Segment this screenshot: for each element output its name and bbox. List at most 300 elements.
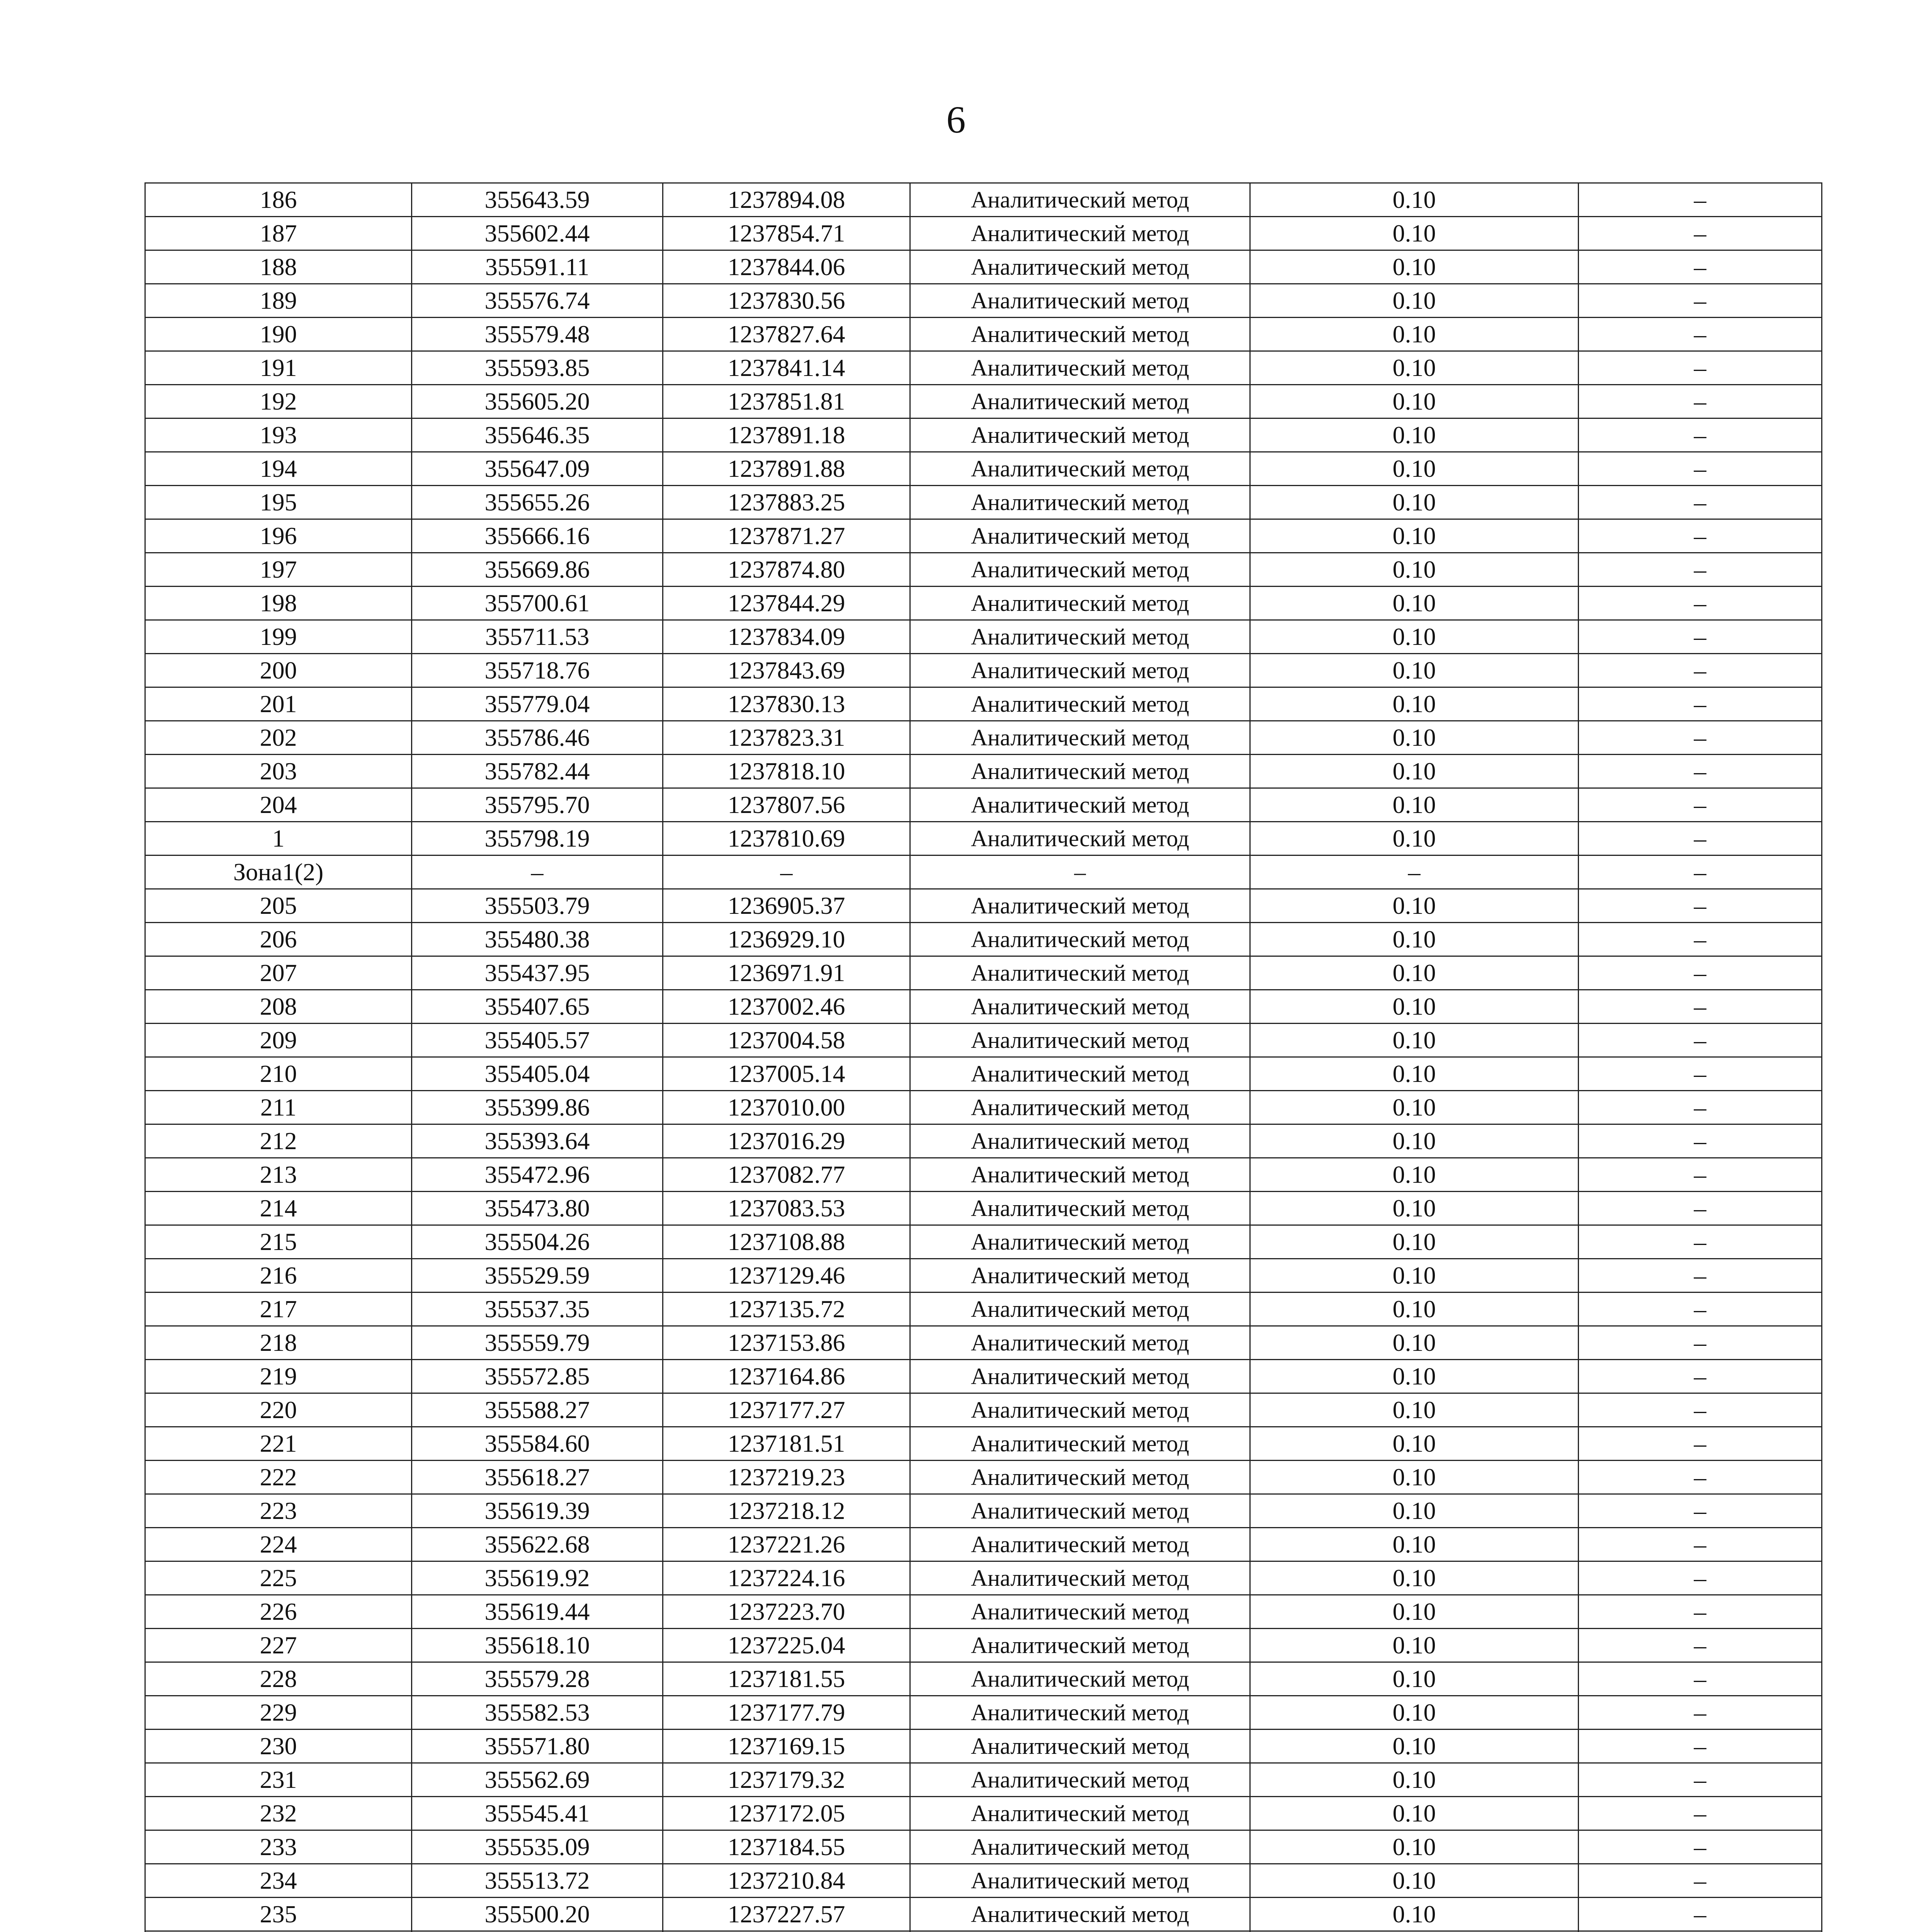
point-number-cell: 222 — [145, 1461, 412, 1494]
point-number-cell: 219 — [145, 1360, 412, 1393]
method-cell: Аналитический метод — [910, 1293, 1250, 1326]
accuracy-cell: 0.10 — [1250, 755, 1579, 788]
description-cell: – — [1579, 1561, 1822, 1595]
accuracy-cell: 0.10 — [1250, 1024, 1579, 1057]
method-cell: Аналитический метод — [910, 1158, 1250, 1192]
accuracy-cell: 0.10 — [1250, 1259, 1579, 1293]
description-cell: – — [1579, 755, 1822, 788]
table-row — [145, 923, 1822, 956]
y-coordinate-cell: 1237823.31 — [663, 721, 910, 755]
accuracy-cell: 0.10 — [1250, 923, 1579, 956]
y-coordinate-cell: 1237891.88 — [663, 452, 910, 486]
description-cell: – — [1579, 1494, 1822, 1528]
table-row — [145, 418, 1822, 452]
method-cell: Аналитический метод — [910, 587, 1250, 620]
table-row — [145, 385, 1822, 418]
method-cell: Аналитический метод — [910, 1629, 1250, 1662]
x-coordinate-cell: 355602.44 — [412, 217, 663, 250]
x-coordinate-cell: 355655.26 — [412, 486, 663, 519]
point-number-cell: 201 — [145, 687, 412, 721]
table-row — [145, 1830, 1822, 1864]
description-cell: – — [1579, 1595, 1822, 1629]
accuracy-cell: 0.10 — [1250, 654, 1579, 687]
table-row — [145, 1461, 1822, 1494]
y-coordinate-cell: 1236905.37 — [663, 889, 910, 923]
x-coordinate-cell: 355646.35 — [412, 418, 663, 452]
table-row — [145, 486, 1822, 519]
y-coordinate-cell: 1237172.05 — [663, 1797, 910, 1830]
page-number: 6 — [946, 98, 966, 141]
y-coordinate-cell: 1237844.06 — [663, 250, 910, 284]
point-number-cell: 223 — [145, 1494, 412, 1528]
method-cell: Аналитический метод — [910, 1494, 1250, 1528]
table-row — [145, 990, 1822, 1024]
table-row — [145, 1864, 1822, 1898]
y-coordinate-cell: 1237005.14 — [663, 1057, 910, 1091]
method-cell: Аналитический метод — [910, 889, 1250, 923]
method-cell: Аналитический метод — [910, 1225, 1250, 1259]
y-coordinate-cell: 1237210.84 — [663, 1864, 910, 1898]
method-cell: Аналитический метод — [910, 1830, 1250, 1864]
accuracy-cell: 0.10 — [1250, 587, 1579, 620]
method-cell: Аналитический метод — [910, 1561, 1250, 1595]
x-coordinate-cell: 355593.85 — [412, 351, 663, 385]
point-number-cell: 234 — [145, 1864, 412, 1898]
table-row — [145, 284, 1822, 318]
point-number-cell: 221 — [145, 1427, 412, 1461]
point-number-cell: 197 — [145, 553, 412, 587]
description-cell: – — [1579, 1696, 1822, 1730]
point-number-cell: 217 — [145, 1293, 412, 1326]
y-coordinate-cell: 1237830.13 — [663, 687, 910, 721]
y-coordinate-cell: 1237871.27 — [663, 519, 910, 553]
table-row — [145, 755, 1822, 788]
point-number-cell: 231 — [145, 1763, 412, 1797]
table-row — [145, 250, 1822, 284]
method-cell: Аналитический метод — [910, 620, 1250, 654]
method-cell: Аналитический метод — [910, 1124, 1250, 1158]
accuracy-cell: 0.10 — [1250, 1830, 1579, 1864]
accuracy-cell: 0.10 — [1250, 1528, 1579, 1561]
y-coordinate-cell: 1237851.81 — [663, 385, 910, 418]
description-cell: – — [1579, 1830, 1822, 1864]
point-number-cell: 195 — [145, 486, 412, 519]
description-cell: – — [1579, 1864, 1822, 1898]
method-cell: Аналитический метод — [910, 1797, 1250, 1830]
accuracy-cell: 0.10 — [1250, 519, 1579, 553]
x-coordinate-cell: 355562.69 — [412, 1763, 663, 1797]
point-number-cell: 232 — [145, 1797, 412, 1830]
description-cell: – — [1579, 418, 1822, 452]
y-coordinate-cell: 1237083.53 — [663, 1192, 910, 1225]
x-coordinate-cell: 355473.80 — [412, 1192, 663, 1225]
x-coordinate-cell: 355579.28 — [412, 1662, 663, 1696]
x-coordinate-cell: 355582.53 — [412, 1696, 663, 1730]
y-coordinate-cell: 1237179.32 — [663, 1763, 910, 1797]
method-cell: Аналитический метод — [910, 250, 1250, 284]
method-cell: Аналитический метод — [910, 788, 1250, 822]
description-cell: – — [1579, 1629, 1822, 1662]
method-cell: Аналитический метод — [910, 721, 1250, 755]
table-row — [145, 1326, 1822, 1360]
x-coordinate-cell: 355393.64 — [412, 1124, 663, 1158]
table-row — [145, 587, 1822, 620]
x-coordinate-cell: 355779.04 — [412, 687, 663, 721]
x-coordinate-cell: 355666.16 — [412, 519, 663, 553]
point-number-cell: 215 — [145, 1225, 412, 1259]
table-row — [145, 1797, 1822, 1830]
point-number-cell: 213 — [145, 1158, 412, 1192]
accuracy-cell: 0.10 — [1250, 385, 1579, 418]
point-number-cell: 193 — [145, 418, 412, 452]
point-number-cell: 188 — [145, 250, 412, 284]
x-coordinate-cell: 355619.92 — [412, 1561, 663, 1595]
accuracy-cell: 0.10 — [1250, 318, 1579, 351]
accuracy-cell: – — [1250, 855, 1579, 889]
description-cell: – — [1579, 1259, 1822, 1293]
table-row — [145, 1427, 1822, 1461]
method-cell: Аналитический метод — [910, 755, 1250, 788]
accuracy-cell: 0.10 — [1250, 217, 1579, 250]
accuracy-cell: 0.10 — [1250, 822, 1579, 855]
table-row — [145, 1898, 1822, 1931]
point-number-cell: 212 — [145, 1124, 412, 1158]
table-row — [145, 721, 1822, 755]
table-row — [145, 1124, 1822, 1158]
x-coordinate-cell: 355782.44 — [412, 755, 663, 788]
point-number-cell: 209 — [145, 1024, 412, 1057]
point-number-cell: 230 — [145, 1730, 412, 1763]
y-coordinate-cell: 1237181.55 — [663, 1662, 910, 1696]
x-coordinate-cell: 355622.68 — [412, 1528, 663, 1561]
method-cell: Аналитический метод — [910, 284, 1250, 318]
description-cell: – — [1579, 889, 1822, 923]
accuracy-cell: 0.10 — [1250, 1225, 1579, 1259]
accuracy-cell: 0.10 — [1250, 1326, 1579, 1360]
table-row — [145, 217, 1822, 250]
table-row — [145, 1629, 1822, 1662]
point-number-cell: 208 — [145, 990, 412, 1024]
description-cell: – — [1579, 1898, 1822, 1931]
accuracy-cell: 0.10 — [1250, 1393, 1579, 1427]
accuracy-cell: 0.10 — [1250, 284, 1579, 318]
description-cell: – — [1579, 855, 1822, 889]
table-row — [145, 1696, 1822, 1730]
y-coordinate-cell: 1237883.25 — [663, 486, 910, 519]
description-cell: – — [1579, 486, 1822, 519]
description-cell: – — [1579, 250, 1822, 284]
description-cell: – — [1579, 1427, 1822, 1461]
accuracy-cell: 0.10 — [1250, 452, 1579, 486]
method-cell: Аналитический метод — [910, 990, 1250, 1024]
y-coordinate-cell: 1236929.10 — [663, 923, 910, 956]
x-coordinate-cell: 355529.59 — [412, 1259, 663, 1293]
description-cell: – — [1579, 1730, 1822, 1763]
method-cell: Аналитический метод — [910, 1360, 1250, 1393]
point-number-cell: 216 — [145, 1259, 412, 1293]
description-cell: – — [1579, 620, 1822, 654]
description-cell: – — [1579, 1192, 1822, 1225]
table-row — [145, 855, 1822, 889]
method-cell: Аналитический метод — [910, 519, 1250, 553]
x-coordinate-cell: 355559.79 — [412, 1326, 663, 1360]
y-coordinate-cell: 1237135.72 — [663, 1293, 910, 1326]
point-number-cell: 187 — [145, 217, 412, 250]
description-cell: – — [1579, 1662, 1822, 1696]
table-row — [145, 1225, 1822, 1259]
table-row — [145, 620, 1822, 654]
method-cell: Аналитический метод — [910, 1393, 1250, 1427]
y-coordinate-cell: 1237891.18 — [663, 418, 910, 452]
point-number-cell: 199 — [145, 620, 412, 654]
point-number-cell: 186 — [145, 183, 412, 217]
y-coordinate-cell: 1237016.29 — [663, 1124, 910, 1158]
description-cell: – — [1579, 721, 1822, 755]
accuracy-cell: 0.10 — [1250, 1124, 1579, 1158]
y-coordinate-cell: 1237223.70 — [663, 1595, 910, 1629]
y-coordinate-cell: 1237169.15 — [663, 1730, 910, 1763]
x-coordinate-cell: 355576.74 — [412, 284, 663, 318]
accuracy-cell: 0.10 — [1250, 1091, 1579, 1124]
accuracy-cell: 0.10 — [1250, 687, 1579, 721]
x-coordinate-cell: 355618.10 — [412, 1629, 663, 1662]
description-cell: – — [1579, 1225, 1822, 1259]
x-coordinate-cell: 355437.95 — [412, 956, 663, 990]
y-coordinate-cell: 1237843.69 — [663, 654, 910, 687]
x-coordinate-cell: 355579.48 — [412, 318, 663, 351]
description-cell: – — [1579, 217, 1822, 250]
y-coordinate-cell: 1237219.23 — [663, 1461, 910, 1494]
table-row — [145, 1393, 1822, 1427]
description-cell: – — [1579, 1057, 1822, 1091]
point-number-cell: 194 — [145, 452, 412, 486]
table-row — [145, 1091, 1822, 1124]
point-number-cell: 235 — [145, 1898, 412, 1931]
table-row — [145, 956, 1822, 990]
table-row — [145, 822, 1822, 855]
description-cell: – — [1579, 1326, 1822, 1360]
point-number-cell: Зона1(2) — [145, 855, 412, 889]
method-cell: Аналитический метод — [910, 1091, 1250, 1124]
y-coordinate-cell: 1237218.12 — [663, 1494, 910, 1528]
accuracy-cell: 0.10 — [1250, 990, 1579, 1024]
x-coordinate-cell: 355619.44 — [412, 1595, 663, 1629]
y-coordinate-cell: 1237224.16 — [663, 1561, 910, 1595]
x-coordinate-cell: 355795.70 — [412, 788, 663, 822]
method-cell: Аналитический метод — [910, 1024, 1250, 1057]
method-cell: Аналитический метод — [910, 1595, 1250, 1629]
x-coordinate-cell: 355572.85 — [412, 1360, 663, 1393]
table-row — [145, 1595, 1822, 1629]
y-coordinate-cell: 1237854.71 — [663, 217, 910, 250]
x-coordinate-cell: 355647.09 — [412, 452, 663, 486]
y-coordinate-cell: 1237827.64 — [663, 318, 910, 351]
method-cell: Аналитический метод — [910, 654, 1250, 687]
accuracy-cell: 0.10 — [1250, 1595, 1579, 1629]
x-coordinate-cell: 355545.41 — [412, 1797, 663, 1830]
accuracy-cell: 0.10 — [1250, 1293, 1579, 1326]
description-cell: – — [1579, 1293, 1822, 1326]
method-cell: Аналитический метод — [910, 486, 1250, 519]
method-cell: Аналитический метод — [910, 1192, 1250, 1225]
method-cell: Аналитический метод — [910, 418, 1250, 452]
method-cell: Аналитический метод — [910, 1864, 1250, 1898]
accuracy-cell: 0.10 — [1250, 250, 1579, 284]
description-cell: – — [1579, 654, 1822, 687]
y-coordinate-cell: 1237177.79 — [663, 1696, 910, 1730]
description-cell: – — [1579, 587, 1822, 620]
x-coordinate-cell: 355399.86 — [412, 1091, 663, 1124]
y-coordinate-cell: 1237082.77 — [663, 1158, 910, 1192]
accuracy-cell: 0.10 — [1250, 721, 1579, 755]
y-coordinate-cell: 1237153.86 — [663, 1326, 910, 1360]
description-cell: – — [1579, 1763, 1822, 1797]
point-number-cell: 1 — [145, 822, 412, 855]
y-coordinate-cell: 1237810.69 — [663, 822, 910, 855]
method-cell: Аналитический метод — [910, 553, 1250, 587]
table-row — [145, 1662, 1822, 1696]
accuracy-cell: 0.10 — [1250, 418, 1579, 452]
table-row — [145, 1158, 1822, 1192]
accuracy-cell: 0.10 — [1250, 1629, 1579, 1662]
y-coordinate-cell: 1237002.46 — [663, 990, 910, 1024]
y-coordinate-cell: 1237225.04 — [663, 1629, 910, 1662]
accuracy-cell: 0.10 — [1250, 1763, 1579, 1797]
description-cell: – — [1579, 519, 1822, 553]
y-coordinate-cell: 1237841.14 — [663, 351, 910, 385]
y-coordinate-cell: 1237830.56 — [663, 284, 910, 318]
x-coordinate-cell: – — [412, 855, 663, 889]
description-cell: – — [1579, 1393, 1822, 1427]
method-cell: Аналитический метод — [910, 1730, 1250, 1763]
point-number-cell: 228 — [145, 1662, 412, 1696]
method-cell: Аналитический метод — [910, 923, 1250, 956]
method-cell: Аналитический метод — [910, 1326, 1250, 1360]
y-coordinate-cell: 1237874.80 — [663, 553, 910, 587]
accuracy-cell: 0.10 — [1250, 620, 1579, 654]
method-cell: Аналитический метод — [910, 1898, 1250, 1931]
table-row — [145, 1763, 1822, 1797]
table-row — [145, 318, 1822, 351]
accuracy-cell: 0.10 — [1250, 1360, 1579, 1393]
table-row — [145, 1293, 1822, 1326]
coordinates-table — [144, 182, 1822, 1932]
description-cell: – — [1579, 687, 1822, 721]
point-number-cell: 207 — [145, 956, 412, 990]
method-cell: Аналитический метод — [910, 687, 1250, 721]
x-coordinate-cell: 355503.79 — [412, 889, 663, 923]
point-number-cell: 204 — [145, 788, 412, 822]
accuracy-cell: 0.10 — [1250, 351, 1579, 385]
x-coordinate-cell: 355711.53 — [412, 620, 663, 654]
method-cell: Аналитический метод — [910, 318, 1250, 351]
description-cell: – — [1579, 1124, 1822, 1158]
coordinates-table-body — [145, 183, 1822, 1932]
accuracy-cell: 0.10 — [1250, 1797, 1579, 1830]
y-coordinate-cell: – — [663, 855, 910, 889]
point-number-cell: 191 — [145, 351, 412, 385]
point-number-cell: 203 — [145, 755, 412, 788]
table-row — [145, 1528, 1822, 1561]
x-coordinate-cell: 355407.65 — [412, 990, 663, 1024]
method-cell: Аналитический метод — [910, 1662, 1250, 1696]
table-row — [145, 1561, 1822, 1595]
y-coordinate-cell: 1237818.10 — [663, 755, 910, 788]
description-cell: – — [1579, 1797, 1822, 1830]
accuracy-cell: 0.10 — [1250, 956, 1579, 990]
point-number-cell: 196 — [145, 519, 412, 553]
method-cell: Аналитический метод — [910, 1259, 1250, 1293]
method-cell: Аналитический метод — [910, 351, 1250, 385]
description-cell: – — [1579, 923, 1822, 956]
description-cell: – — [1579, 822, 1822, 855]
table-row — [145, 889, 1822, 923]
point-number-cell: 192 — [145, 385, 412, 418]
table-row — [145, 1494, 1822, 1528]
point-number-cell: 211 — [145, 1091, 412, 1124]
y-coordinate-cell: 1237164.86 — [663, 1360, 910, 1393]
table-row — [145, 351, 1822, 385]
description-cell: – — [1579, 1024, 1822, 1057]
x-coordinate-cell: 355584.60 — [412, 1427, 663, 1461]
y-coordinate-cell: 1237844.29 — [663, 587, 910, 620]
x-coordinate-cell: 355500.20 — [412, 1898, 663, 1931]
x-coordinate-cell: 355798.19 — [412, 822, 663, 855]
accuracy-cell: 0.10 — [1250, 1662, 1579, 1696]
point-number-cell: 227 — [145, 1629, 412, 1662]
description-cell: – — [1579, 1091, 1822, 1124]
table-row — [145, 788, 1822, 822]
x-coordinate-cell: 355504.26 — [412, 1225, 663, 1259]
method-cell: Аналитический метод — [910, 452, 1250, 486]
table-row — [145, 1259, 1822, 1293]
method-cell: Аналитический метод — [910, 822, 1250, 855]
x-coordinate-cell: 355591.11 — [412, 250, 663, 284]
description-cell: – — [1579, 788, 1822, 822]
accuracy-cell: 0.10 — [1250, 788, 1579, 822]
x-coordinate-cell: 355643.59 — [412, 183, 663, 217]
method-cell: Аналитический метод — [910, 385, 1250, 418]
method-cell: Аналитический метод — [910, 183, 1250, 217]
table-row — [145, 1730, 1822, 1763]
x-coordinate-cell: 355786.46 — [412, 721, 663, 755]
y-coordinate-cell: 1237184.55 — [663, 1830, 910, 1864]
y-coordinate-cell: 1237108.88 — [663, 1225, 910, 1259]
accuracy-cell: 0.10 — [1250, 1494, 1579, 1528]
description-cell: – — [1579, 1528, 1822, 1561]
x-coordinate-cell: 355571.80 — [412, 1730, 663, 1763]
y-coordinate-cell: 1237181.51 — [663, 1427, 910, 1461]
x-coordinate-cell: 355480.38 — [412, 923, 663, 956]
accuracy-cell: 0.10 — [1250, 1158, 1579, 1192]
x-coordinate-cell: 355405.57 — [412, 1024, 663, 1057]
accuracy-cell: 0.10 — [1250, 1898, 1579, 1931]
point-number-cell: 210 — [145, 1057, 412, 1091]
x-coordinate-cell: 355472.96 — [412, 1158, 663, 1192]
point-number-cell: 206 — [145, 923, 412, 956]
x-coordinate-cell: 355619.39 — [412, 1494, 663, 1528]
point-number-cell: 225 — [145, 1561, 412, 1595]
table-row — [145, 519, 1822, 553]
point-number-cell: 202 — [145, 721, 412, 755]
x-coordinate-cell: 355718.76 — [412, 654, 663, 687]
point-number-cell: 198 — [145, 587, 412, 620]
accuracy-cell: 0.10 — [1250, 1057, 1579, 1091]
x-coordinate-cell: 355605.20 — [412, 385, 663, 418]
description-cell: – — [1579, 318, 1822, 351]
method-cell: Аналитический метод — [910, 217, 1250, 250]
accuracy-cell: 0.10 — [1250, 486, 1579, 519]
